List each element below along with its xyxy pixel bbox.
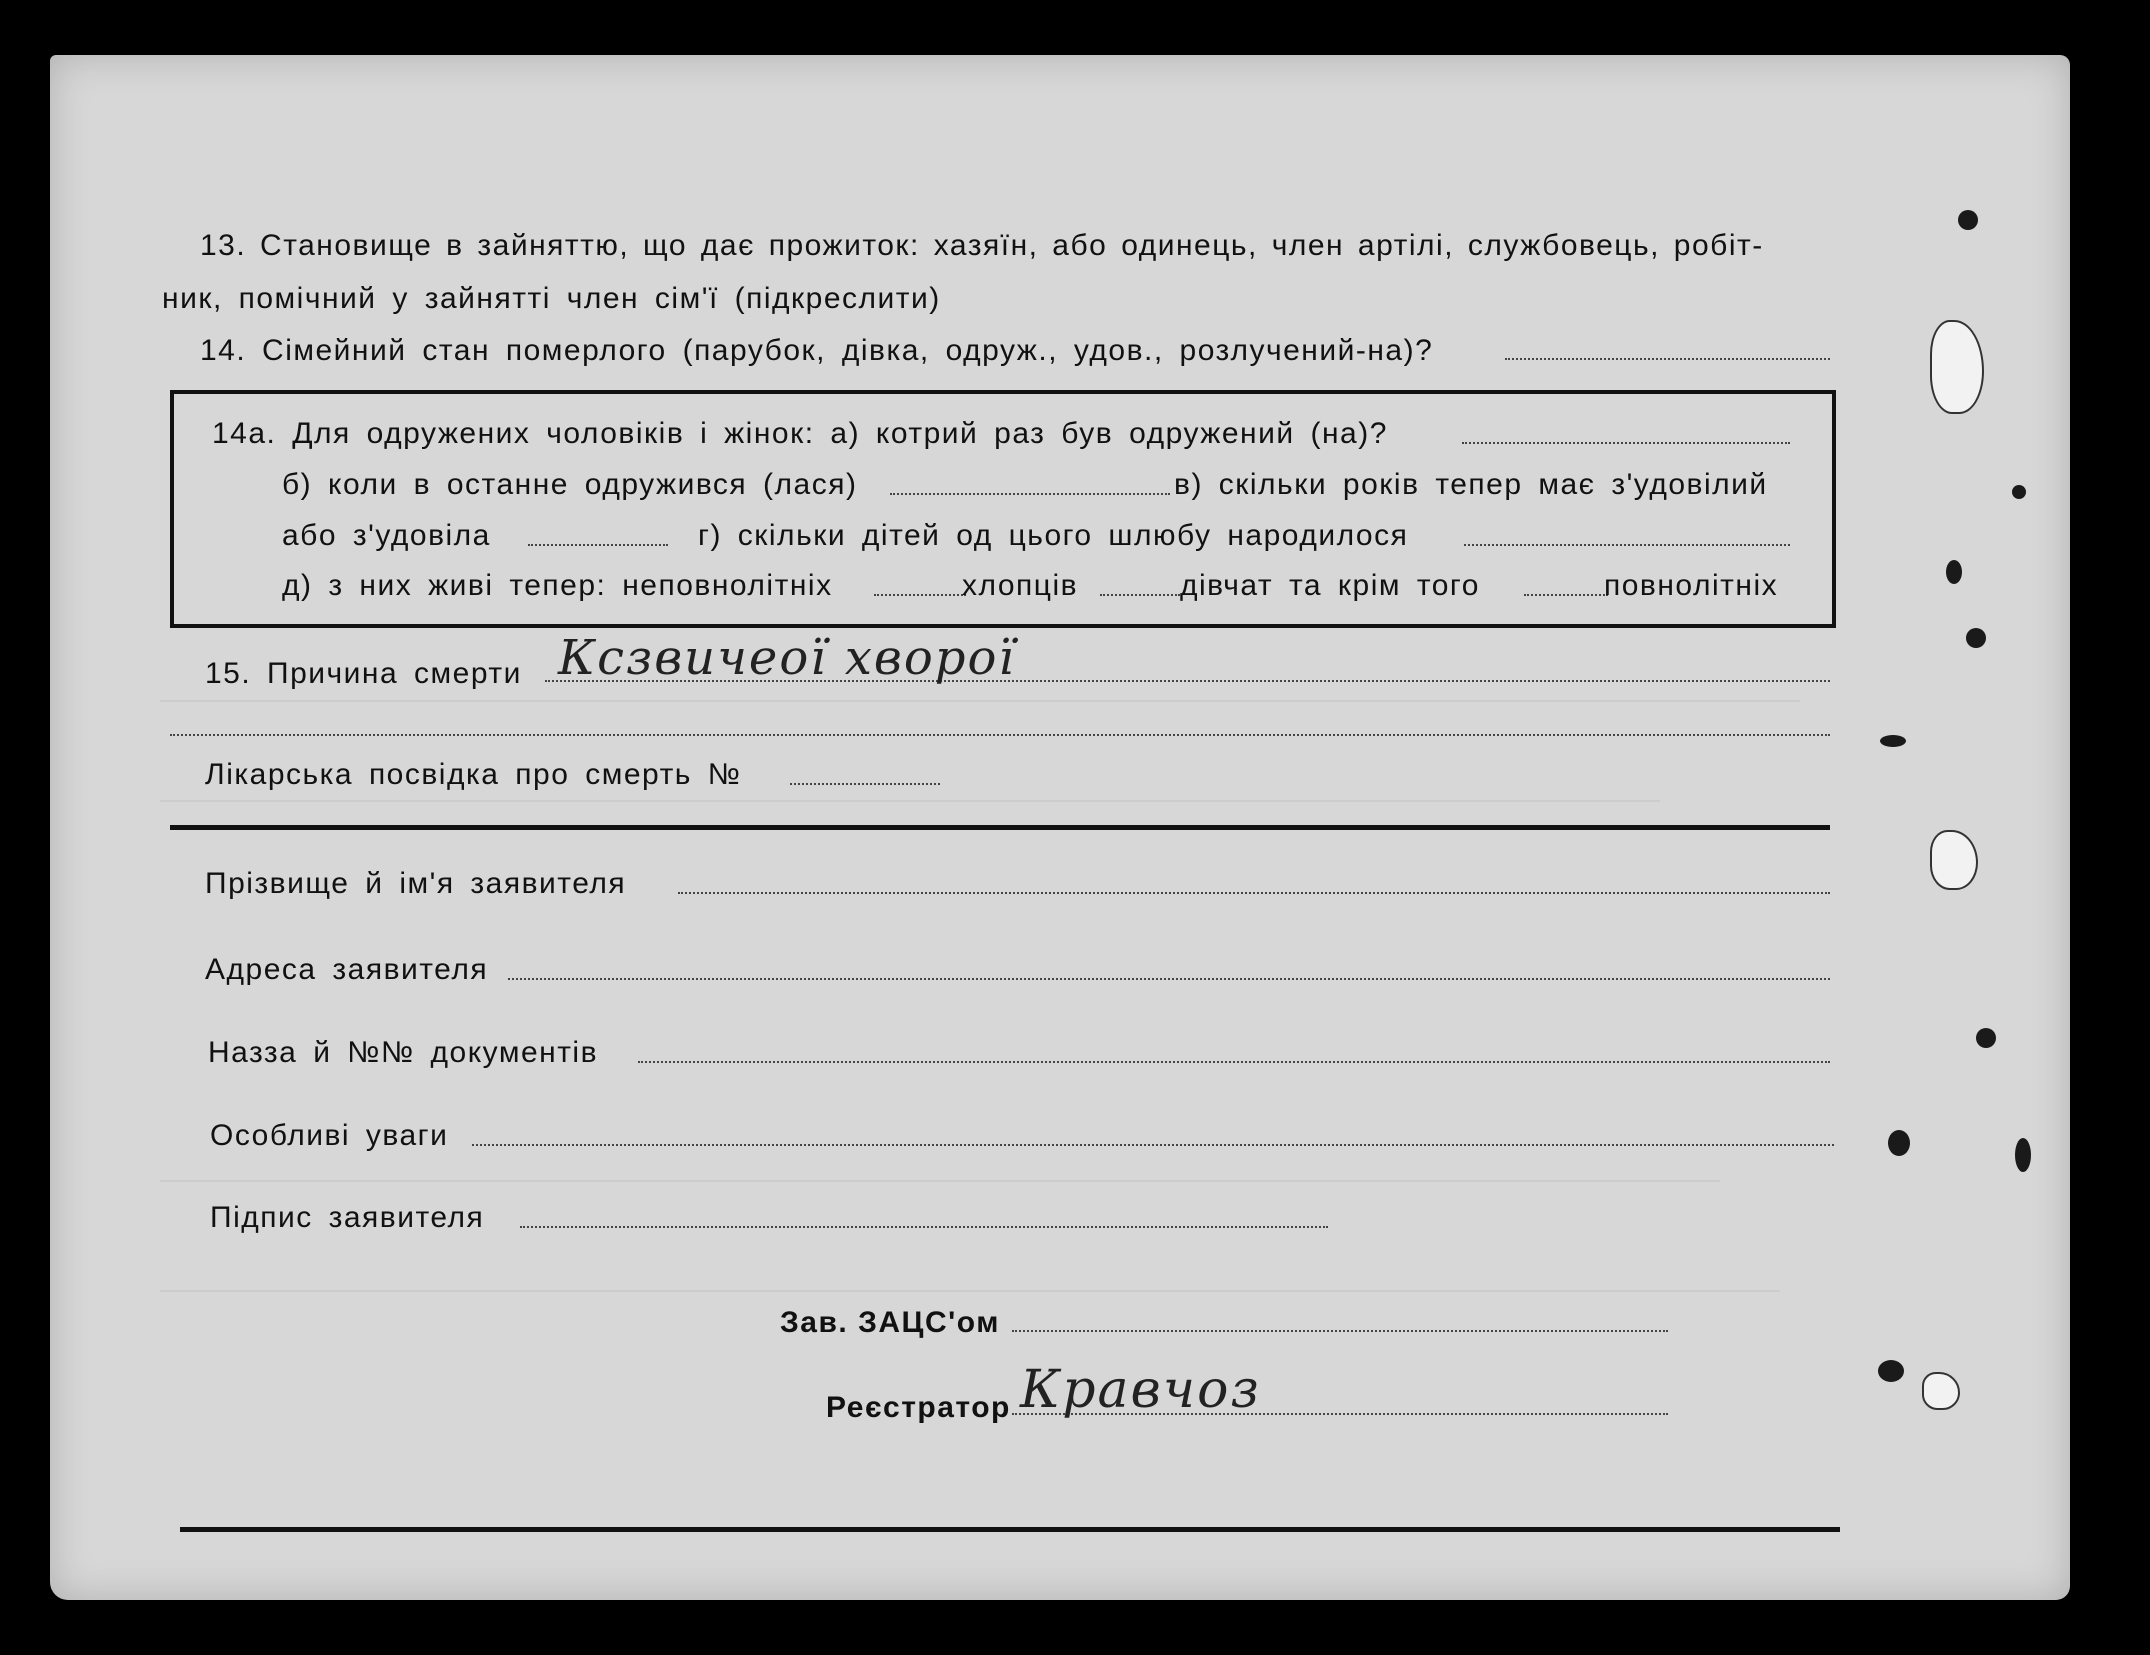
q14a-v-label: в) скільки років тепер має з'удовілий	[1174, 468, 1768, 501]
punch-hole	[1880, 735, 1906, 747]
documents-label: Назза й №№ документів	[208, 1036, 599, 1069]
registrar-handwritten-signature: Кравчоз	[1020, 1360, 1261, 1420]
registrar-label: Реєстратор	[826, 1391, 1011, 1424]
punch-hole	[1966, 628, 1986, 648]
applicant-name-label: Прізвище й ім'я заявителя	[205, 867, 627, 900]
q14a-times-married-line[interactable]	[1462, 442, 1790, 444]
q14a-d-label: д) з них живі тепер: неповнолітніх	[282, 569, 833, 602]
q13-line-1: 13. Становище в зайняттю, що дає прожиток: хазяїн, або одинець, член артілі, службовець, робіт-	[200, 229, 1764, 262]
punch-hole	[1888, 1130, 1910, 1156]
q15-handwritten-answer: Ксзвичеої хворої	[558, 630, 1016, 686]
q14a-widowed-years-line[interactable]	[528, 544, 668, 546]
notes-label: Особливі уваги	[210, 1119, 449, 1152]
q13-line-2: ник, помічний у зайнятті член сім'ї (підкреслити)	[162, 282, 941, 315]
death-certificate-number-line[interactable]	[790, 783, 940, 785]
applicant-address-label: Адреса заявителя	[205, 953, 489, 986]
death-certificate-label: Лікарська посвідка про смерть №	[205, 758, 742, 791]
zags-head-label: Зав. ЗАЦС'ом	[780, 1306, 1000, 1339]
q14a-line-1: 14а. Для одружених чоловіків і жінок: а) котрий раз був одружений (на)?	[212, 417, 1388, 450]
bleed-through	[160, 1180, 1720, 1182]
punch-hole	[2015, 1138, 2031, 1172]
q14a-g-label: г) скільки дітей од цього шлюбу народилося	[698, 519, 1409, 552]
bleed-through	[160, 700, 1800, 702]
punch-hole	[2012, 485, 2026, 499]
q14a-adults-line[interactable]	[1524, 594, 1608, 596]
q14-marital-status: 14. Сімейний стан померлого (парубок, дівка, одруж., удов., розлучений-на)?	[200, 334, 1434, 367]
q15-cause-of-death-label: 15. Причина смерти	[205, 657, 522, 690]
documents-line[interactable]	[638, 1061, 1830, 1063]
punch-hole	[1946, 560, 1962, 584]
q14a-b-label: б) коли в останне одружився (лася)	[282, 468, 858, 501]
q14a-minor-boys-line[interactable]	[874, 594, 966, 596]
q14a-last-married-line[interactable]	[890, 493, 1170, 495]
q14a-abo-label: або з'удовіла	[282, 519, 491, 552]
punch-hole	[1976, 1028, 1996, 1048]
applicant-name-line[interactable]	[678, 892, 1830, 894]
notes-line[interactable]	[472, 1144, 1834, 1146]
q14a-boys-label: хлопців	[962, 569, 1079, 602]
punch-hole	[1878, 1360, 1904, 1382]
q14a-girls-label: дівчат та крім того	[1180, 569, 1480, 602]
punch-hole	[1958, 210, 1978, 230]
applicant-signature-label: Підпис заявителя	[210, 1201, 485, 1234]
q14a-adults-label: повнолітніх	[1604, 569, 1779, 602]
bottom-divider	[180, 1527, 1840, 1532]
q15-answer-line-2[interactable]	[170, 734, 1830, 736]
q14-answer-line[interactable]	[1505, 358, 1830, 360]
section-divider	[170, 825, 1830, 830]
paper-tear	[1922, 1372, 1960, 1410]
zags-head-signature-line[interactable]	[1012, 1330, 1668, 1332]
applicant-address-line[interactable]	[508, 978, 1830, 980]
q14a-minor-girls-line[interactable]	[1100, 594, 1180, 596]
applicant-signature-line[interactable]	[520, 1226, 1328, 1228]
bleed-through	[160, 800, 1660, 802]
bleed-through	[160, 1290, 1780, 1292]
q14a-children-born-line[interactable]	[1464, 544, 1790, 546]
